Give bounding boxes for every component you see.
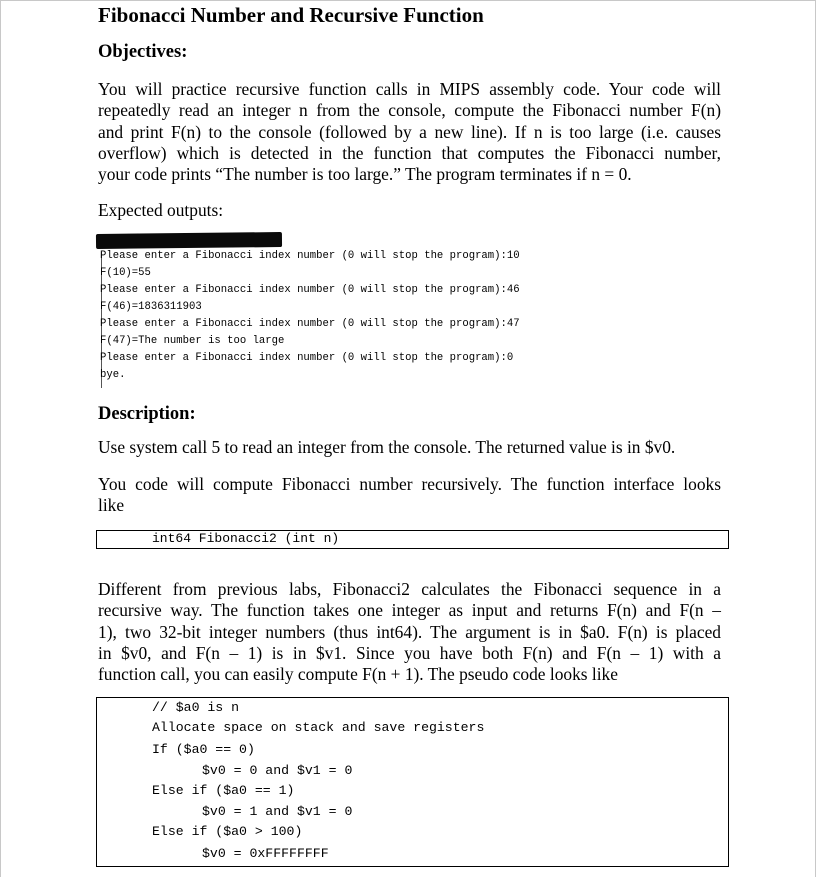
difference-line: recursive way. The function takes one integer as input and returns F(n) and F(n – bbox=[98, 600, 721, 621]
objectives-line: overflow) which is detected in the function that computes the Fibonacci number, bbox=[98, 142, 721, 163]
console-output bbox=[100, 248, 520, 384]
pseudo-code-line: // $a0 is n bbox=[152, 700, 240, 715]
pseudo-code-line: $v0 = 0 and $v1 = 0 bbox=[202, 763, 353, 778]
objectives-line: and print F(n) to the console (followed by a new line). If n is too large (i.e. causes bbox=[98, 121, 721, 142]
objectives-line: repeatedly read an integer n from the console, compute the Fibonacci number F(n) bbox=[98, 100, 721, 121]
difference-line: function call, you can easily compute F(n + 1). The pseudo code looks like bbox=[98, 664, 618, 685]
pseudo-code-line: If ($a0 == 0) bbox=[152, 742, 255, 757]
difference-paragraph bbox=[98, 579, 721, 685]
console-line: Please enter a Fibonacci index number (0 will stop the program):46 bbox=[100, 284, 520, 296]
difference-line: Different from previous labs, Fibonacci2 calculates the Fibonacci sequence in a bbox=[98, 579, 721, 599]
pseudo-code-line: Else if ($a0 == 1) bbox=[152, 783, 295, 798]
console-line: F(46)=1836311903 bbox=[100, 301, 202, 313]
difference-line: in $v0, and F(n – 1) is in $v1. Since you have both F(n) and F(n – 1) with a bbox=[98, 642, 721, 663]
objectives-paragraph bbox=[98, 79, 721, 185]
document-title: Fibonacci Number and Recursive Function bbox=[98, 3, 484, 27]
objectives-heading: Objectives: bbox=[98, 42, 188, 62]
redaction-bar bbox=[96, 232, 282, 249]
console-line: F(47)=The number is too large bbox=[100, 335, 285, 347]
recursive-line: You code will compute Fibonacci number recursively. The function interface looks bbox=[98, 474, 721, 494]
pseudo-code-line: Else if ($a0 > 100) bbox=[152, 824, 303, 839]
pseudo-code-line: $v0 = 0xFFFFFFFF bbox=[202, 846, 329, 861]
objectives-line: You will practice recursive function calls in MIPS assembly code. Your code will bbox=[98, 79, 721, 99]
page-border-left bbox=[0, 0, 1, 877]
difference-line: 1), two 32-bit integer numbers (thus int64). The argument is in $a0. F(n) is placed bbox=[98, 621, 721, 642]
console-line: Please enter a Fibonacci index number (0 will stop the program):10 bbox=[100, 250, 520, 262]
objectives-line: your code prints “The number is too large.” The program terminates if n = 0. bbox=[98, 164, 632, 185]
description-heading: Description: bbox=[98, 404, 196, 424]
syscall-paragraph: Use system call 5 to read an integer from the console. The returned value is in $v0. bbox=[98, 437, 676, 457]
pseudo-code-line: Allocate space on stack and save registers bbox=[152, 720, 485, 735]
recursive-paragraph bbox=[98, 474, 721, 517]
interface-code: int64 Fibonacci2 (int n) bbox=[152, 531, 340, 546]
console-line: bye. bbox=[100, 369, 126, 381]
recursive-line: like bbox=[98, 495, 125, 516]
console-line: F(10)=55 bbox=[100, 267, 151, 279]
console-line: Please enter a Fibonacci index number (0 will stop the program):47 bbox=[100, 318, 520, 330]
console-line: Please enter a Fibonacci index number (0 will stop the program):0 bbox=[100, 352, 514, 364]
page-border-top bbox=[0, 0, 816, 1]
expected-outputs-heading: Expected outputs: bbox=[98, 200, 224, 220]
pseudo-code-line: $v0 = 1 and $v1 = 0 bbox=[202, 804, 353, 819]
